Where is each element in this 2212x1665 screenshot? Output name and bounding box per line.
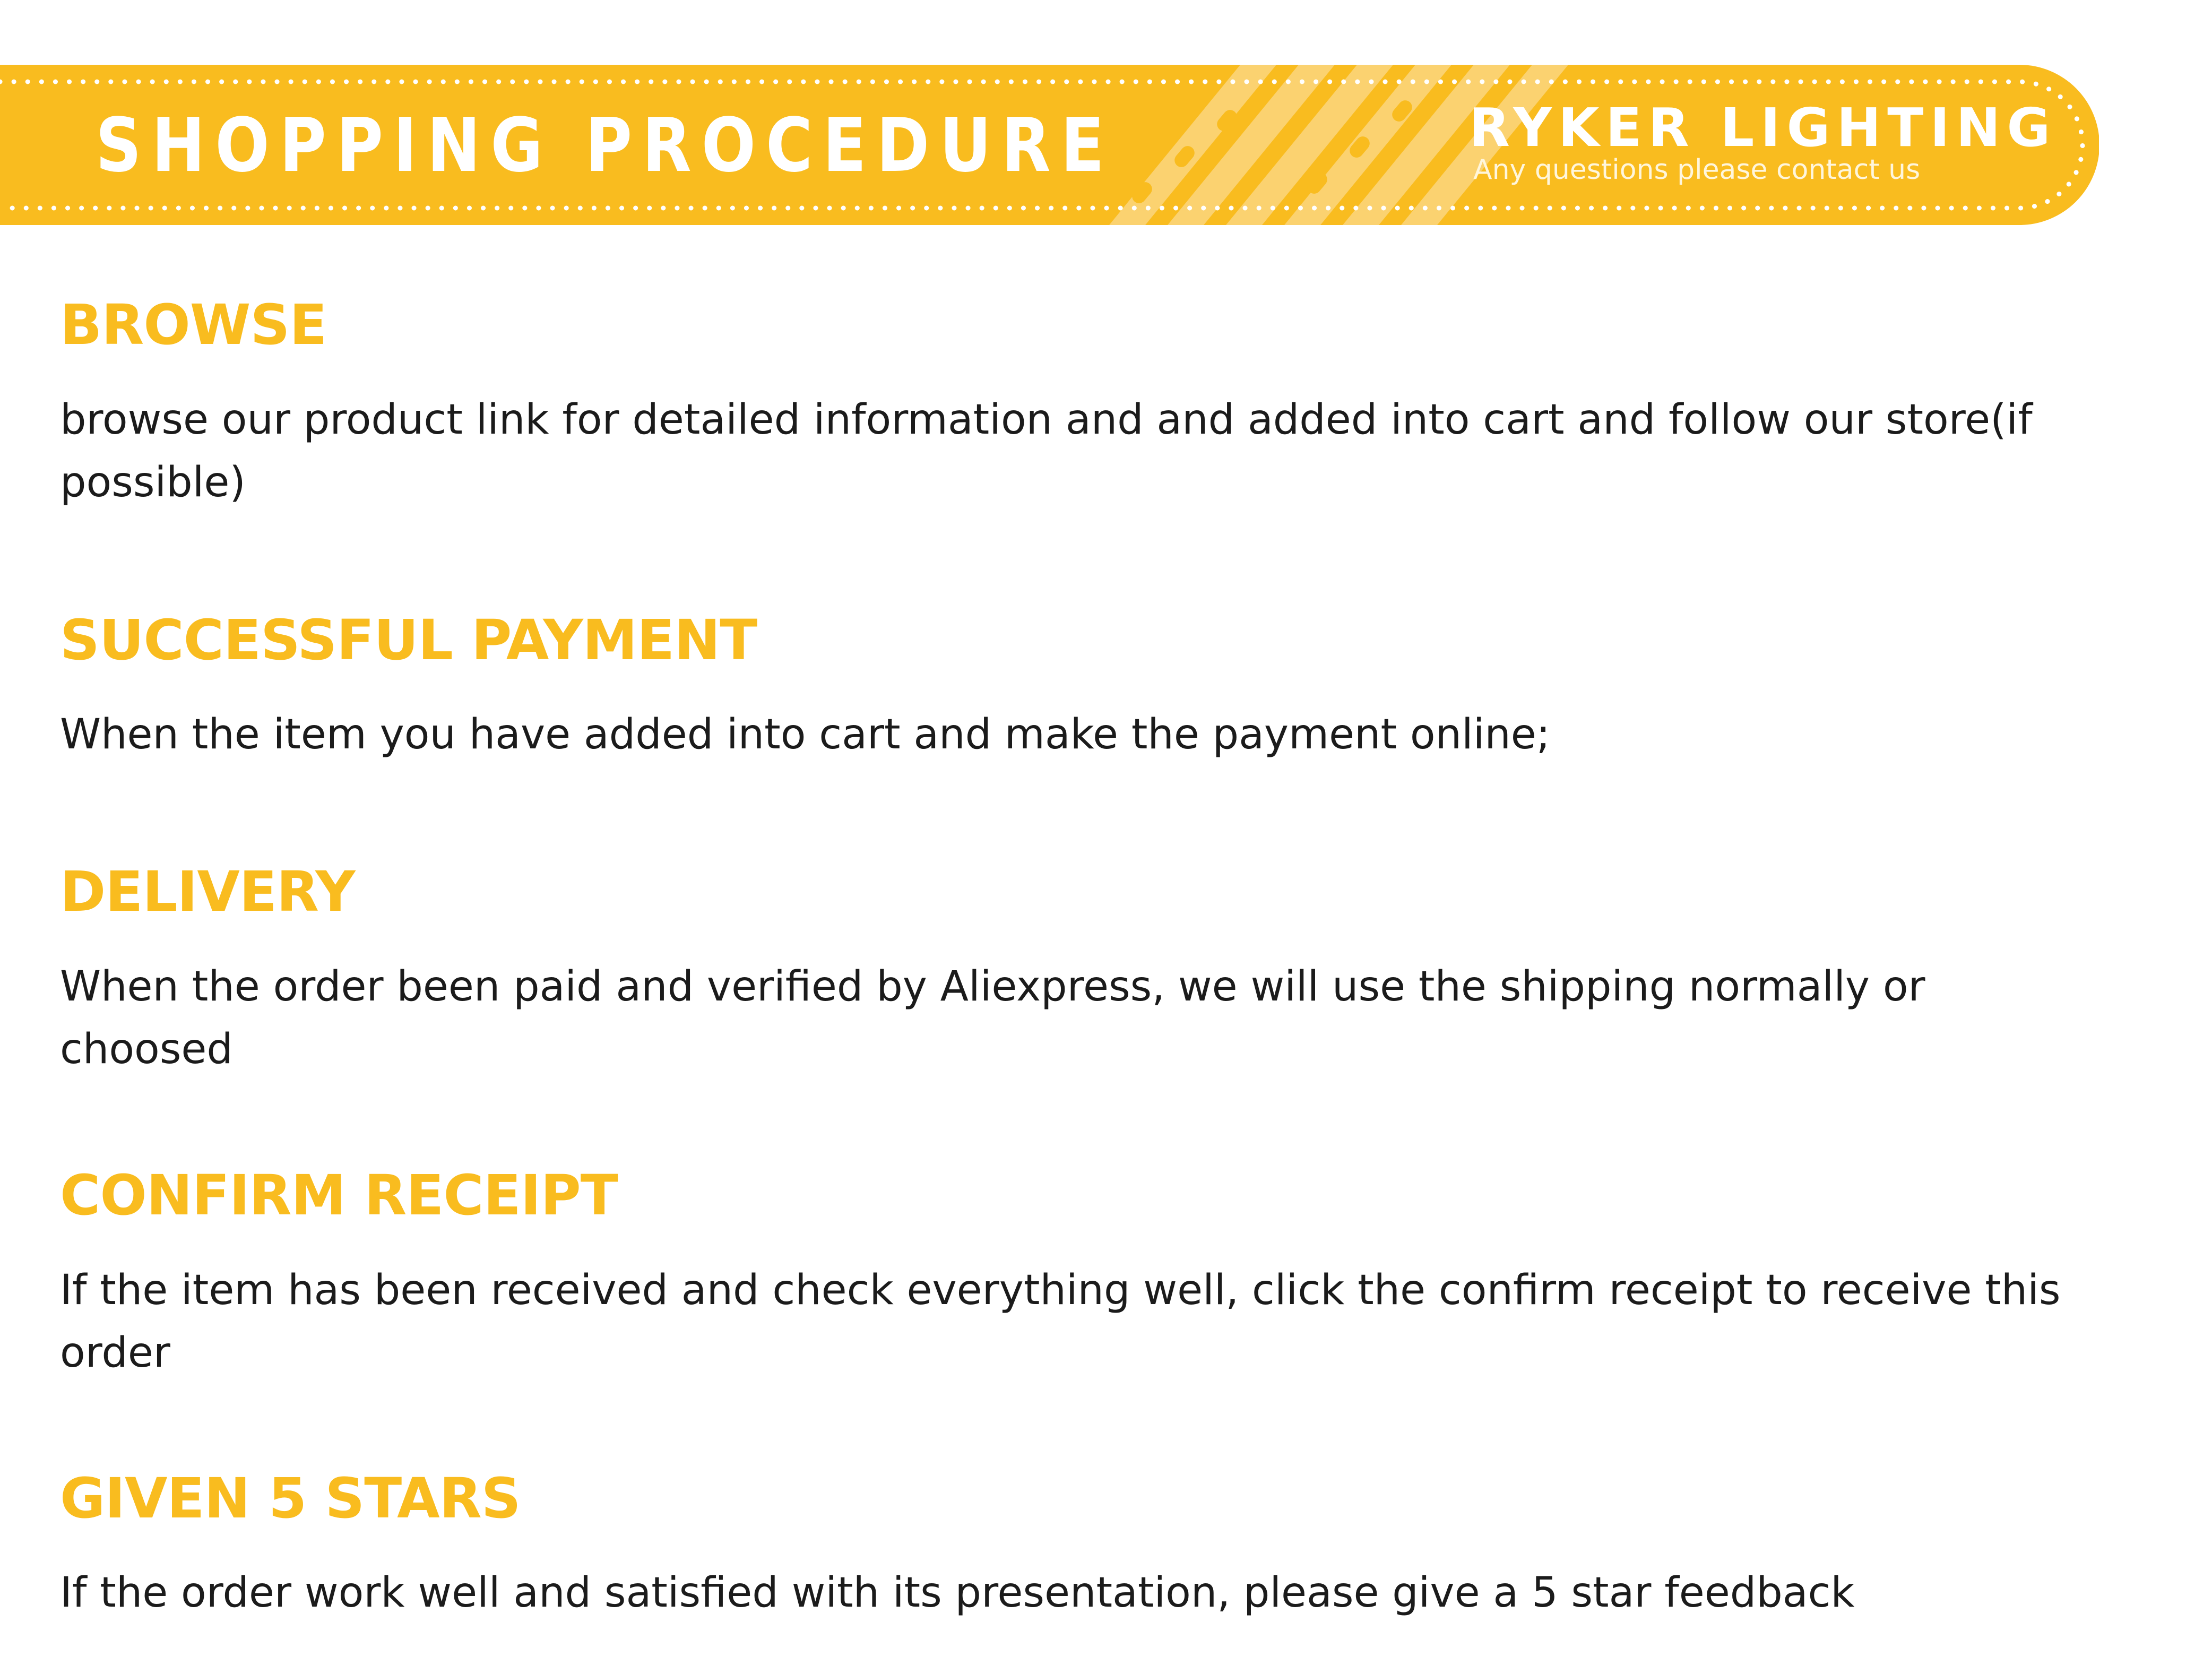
section-heading-delivery: DELIVERY (60, 859, 355, 924)
section-body-successful-payment: When the item you have added into cart and make the payment online; (60, 711, 1551, 758)
header-banner (0, 65, 2099, 225)
section-body-given-5-stars: If the order work well and satisfied with its presentation, please give a 5 star feedback (60, 1569, 1855, 1617)
section-body-confirm-receipt: If the item has been received and check everything well, click the confirm receipt to receive this order (60, 1266, 2061, 1377)
brand-tagline: Any questions please contact us (1473, 154, 1921, 186)
section-heading-confirm-receipt: CONFIRM RECEIPT (60, 1163, 618, 1228)
section-heading-browse: BROWSE (60, 292, 327, 357)
brand-name: RYKER LIGHTING (1469, 97, 2057, 159)
section-body-delivery: When the order been paid and verified by Aliexpress, we will use the shipping normally or choosed (60, 963, 1925, 1073)
section-body-browse: browse our product link for detailed information and and added into cart and follow our store(if possible) (60, 396, 2033, 506)
section-heading-given-5-stars: GIVEN 5 STARS (60, 1466, 521, 1531)
section-heading-successful-payment: SUCCESSFUL PAYMENT (60, 608, 757, 672)
banner-title: SHOPPING PROCEDURE (96, 102, 1114, 189)
